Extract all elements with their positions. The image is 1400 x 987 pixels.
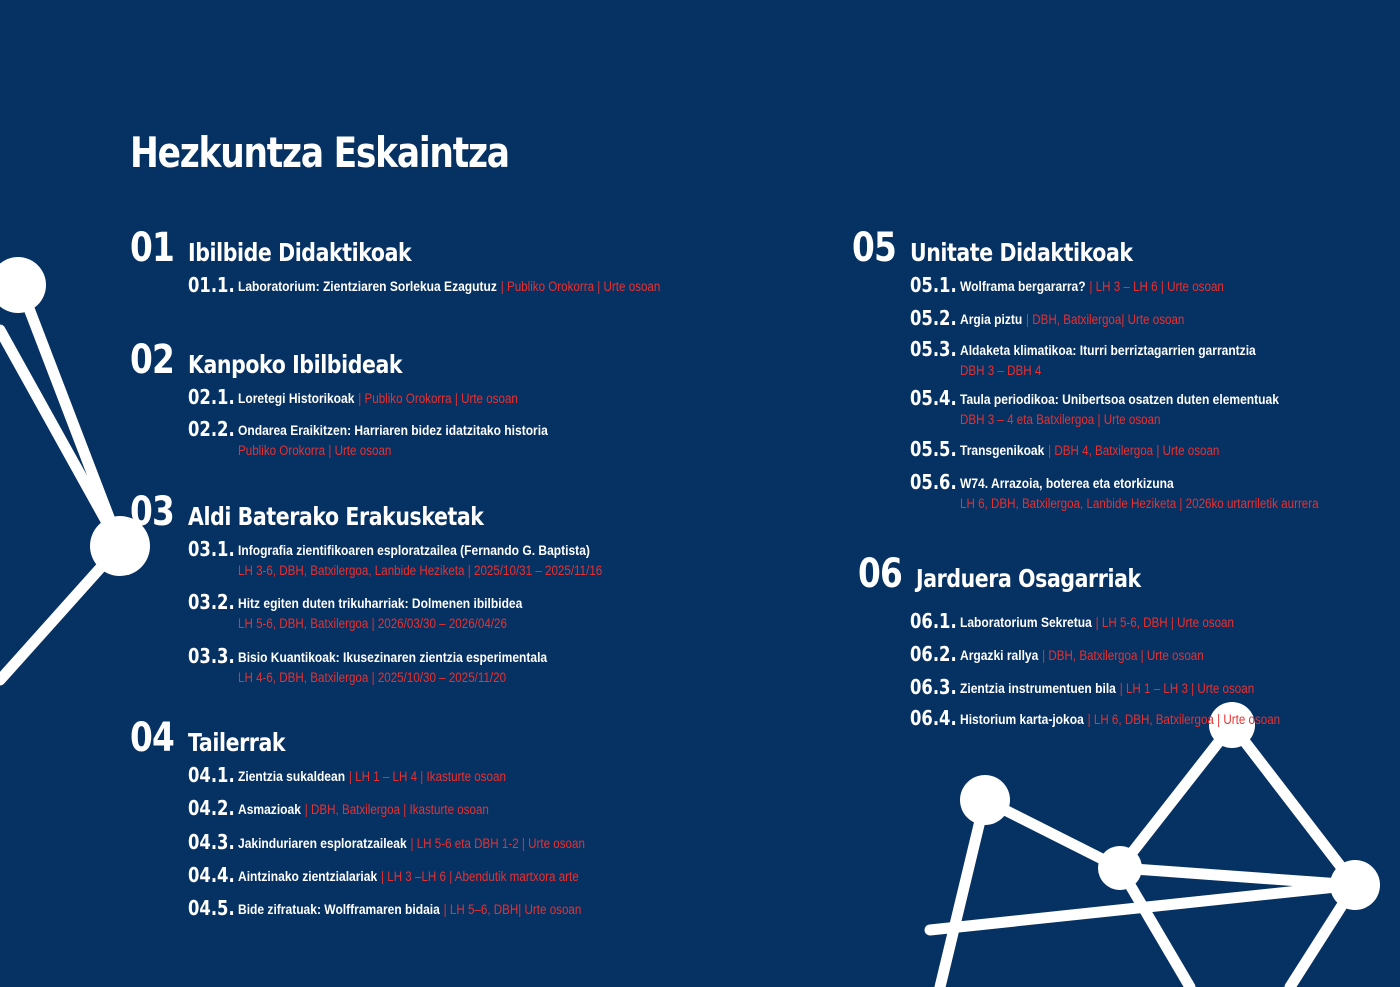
item-title: Bide zifratuak: Wolfframaren bidaia [238, 901, 440, 917]
item-number: 02.1. [188, 385, 235, 409]
item-title: Laboratorium Sekretua [960, 614, 1092, 630]
item-number: 05.3. [910, 337, 957, 361]
item-meta: DBH 3 – 4 eta Batxilergoa | Urte osoan [960, 412, 1161, 427]
item-meta: | Publiko Orokorra | Urte osoan [500, 279, 661, 294]
item-meta: | LH 3 – LH 6 | Urte osoan [1089, 279, 1224, 294]
section-title: Ibilbide Didaktikoak [188, 238, 412, 267]
item-number: 04.5. [188, 896, 235, 920]
item-number: 05.2. [910, 306, 957, 330]
item-title: Hitz egiten duten trikuharriak: Dolmenen ibilbidea [238, 595, 523, 611]
section-title: Jarduera Osagarriak [916, 564, 1141, 593]
network-node [1330, 860, 1380, 910]
section-number: 05 [852, 225, 897, 271]
section-number: 01 [130, 225, 175, 271]
item-meta: | LH 5–6, DBH| Urte osoan [443, 902, 582, 917]
network-node [0, 257, 46, 313]
item-title: Argazki rallya [960, 647, 1039, 663]
item-meta: | LH 5-6 eta DBH 1-2 | Urte osoan [410, 836, 585, 851]
section-number: 06 [858, 551, 903, 597]
item-number: 05.6. [910, 470, 957, 494]
section-05 [852, 225, 1319, 511]
item-meta: | LH 1 – LH 3 | Urte osoan [1119, 681, 1255, 696]
item-meta: LH 4-6, DBH, Batxilergoa | 2025/10/30 – 2025/11/20 [238, 670, 507, 685]
item-title: Taula periodikoa: Unibertsoa osatzen duten elementuak [960, 391, 1279, 407]
item-title: Historium karta-jokoa [960, 711, 1084, 727]
item-meta: | LH 1 – LH 4 | Ikasturte osoan [348, 769, 506, 784]
section-title: Aldi Baterako Erakusketak [188, 502, 484, 531]
item-meta: | DBH, Batxilergoa | Ikasturte osoan [304, 802, 489, 817]
page-title: Hezkuntza Eskaintza [130, 128, 509, 177]
item-number: 04.4. [188, 863, 235, 887]
item-meta: | DBH, Batxilergoa| Urte osoan [1026, 312, 1185, 327]
item-number: 06.3. [910, 675, 957, 699]
item-meta: LH 6, DBH, Batxilergoa, Lanbide Heziketa | 2026ko urtarriletik aurrera [960, 496, 1319, 511]
section-number: 04 [130, 715, 175, 761]
item-number: 05.1. [910, 273, 957, 297]
item-meta: LH 5-6, DBH, Batxilergoa | 2026/03/30 – 2026/04/26 [238, 616, 507, 631]
item-title: Aldaketa klimatikoa: Iturri berriztagarrien garrantzia [960, 342, 1256, 358]
item-number: 01.1. [188, 273, 235, 297]
section-title: Unitate Didaktikoak [910, 238, 1133, 267]
item-title: Infografia zientifikoaren esploratzailea (Fernando G. Baptista) [238, 542, 590, 558]
section-03 [130, 489, 603, 685]
item-title: Jakinduriaren esploratzaileak [238, 835, 407, 851]
section-title: Tailerrak [188, 728, 286, 757]
item-meta: | LH 3 –LH 6 | Abendutik martxora arte [381, 869, 579, 884]
section-02 [130, 337, 548, 458]
item-meta: | DBH, Batxilergoa | Urte osoan [1042, 648, 1204, 663]
network-node [1098, 846, 1142, 890]
item-number: 04.1. [188, 763, 235, 787]
item-title: Ondarea Eraikitzen: Harriaren bidez idatzitako historia [238, 422, 548, 438]
item-title: Zientzia sukaldean [238, 768, 346, 784]
item-number: 05.4. [910, 386, 957, 410]
item-meta: Publiko Orokorra | Urte osoan [238, 443, 392, 458]
section-number: 03 [130, 489, 175, 535]
item-number: 03.2. [188, 590, 235, 614]
item-number: 06.4. [910, 706, 957, 730]
item-title: Loretegi Historikoak [238, 390, 355, 406]
item-title: Transgenikoak [960, 442, 1045, 458]
item-number: 06.1. [910, 609, 957, 633]
item-title: Argia piztu [960, 311, 1023, 327]
item-number: 03.3. [188, 644, 235, 668]
section-number: 02 [130, 337, 175, 383]
item-title: Asmazioak [238, 801, 301, 817]
item-title: Laboratorium: Zientziaren Sorlekua Ezagutuz [238, 278, 497, 294]
item-meta: | LH 5-6, DBH | Urte osoan [1095, 615, 1234, 630]
item-meta: LH 3-6, DBH, Batxilergoa, Lanbide Heziketa | 2025/10/31 – 2025/11/16 [238, 563, 603, 578]
item-number: 05.5. [910, 437, 957, 461]
item-meta: | Publiko Orokorra | Urte osoan [358, 391, 518, 406]
item-title: Zientzia instrumentuen bila [960, 680, 1116, 696]
item-number: 06.2. [910, 642, 957, 666]
item-title: Bisio Kuantikoak: Ikusezinaren zientzia esperimentala [238, 649, 548, 665]
item-number: 02.2. [188, 417, 235, 441]
section-06 [858, 551, 1281, 737]
network-node [960, 775, 1010, 825]
item-title: Aintzinako zientzialariak [238, 868, 378, 884]
item-meta: | DBH 4, Batxilergoa | Urte osoan [1048, 443, 1220, 458]
section-title: Kanpoko Ibilbideak [188, 350, 403, 379]
item-title: W74. Arrazoia, boterea eta etorkizuna [960, 475, 1174, 491]
section-04 [130, 715, 585, 927]
item-meta: | LH 6, DBH, Batxilergoa | Urte osoan [1087, 712, 1281, 727]
item-number: 03.1. [188, 537, 235, 561]
item-number: 04.3. [188, 830, 235, 854]
item-title: Wolframa bergararra? [960, 278, 1086, 294]
section-01 [130, 225, 661, 304]
item-meta: DBH 3 – DBH 4 [960, 363, 1042, 378]
item-number: 04.2. [188, 796, 235, 820]
